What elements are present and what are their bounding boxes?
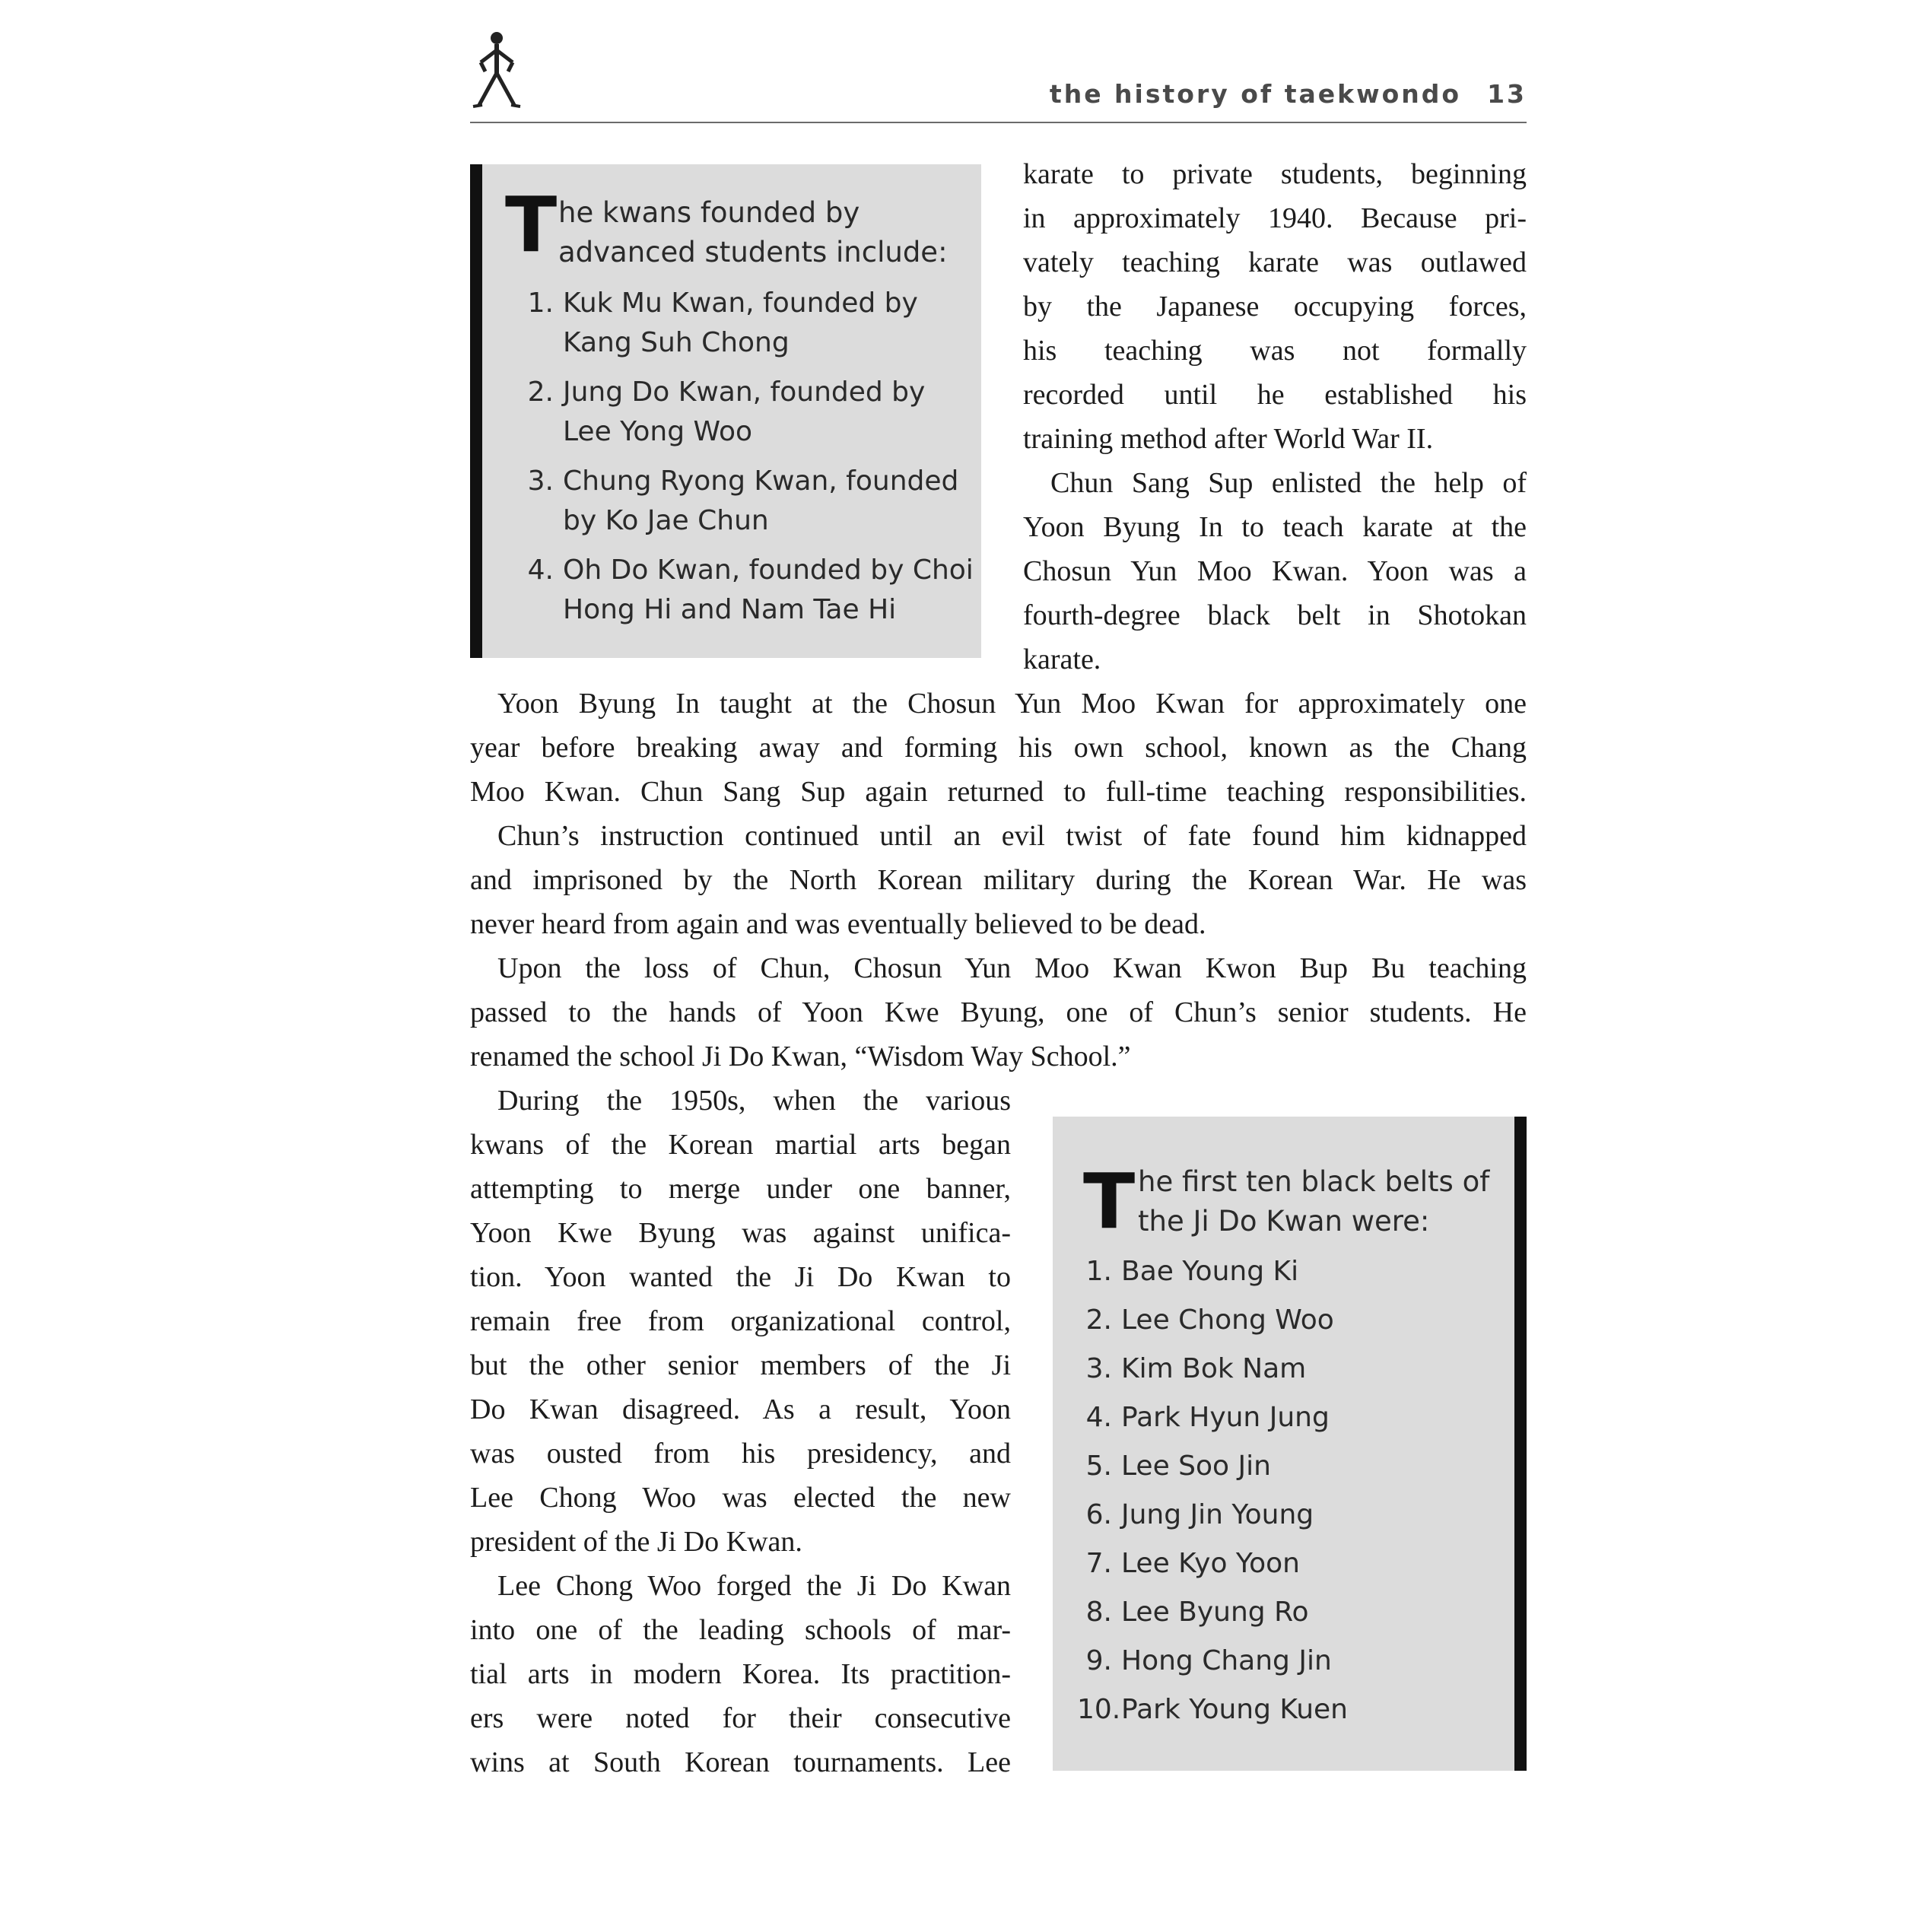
item-text: Lee Kyo Yoon (1121, 1548, 1301, 1579)
item-number: 4. (527, 554, 554, 586)
item-text: Hong Chang Jin (1121, 1645, 1332, 1676)
text-line: his teaching was not formally (1023, 335, 1527, 367)
item-text: Chung Ryong Kwan, founded (563, 466, 959, 497)
item-number: 6. (1085, 1499, 1112, 1530)
text-line: Lee Chong Woo was elected the new (470, 1482, 1011, 1514)
item-number: 2. (1085, 1304, 1112, 1336)
list-item (1077, 1544, 1348, 1584)
sidebar-black-belts (1053, 1117, 1527, 1771)
item-text: Lee Byung Ro (1121, 1597, 1309, 1628)
text-line: tion. Yoon wanted the Ji Do Kwan to (470, 1261, 1011, 1293)
sidebar-intro (1138, 1162, 1489, 1241)
item-text: Kang Suh Chong (563, 327, 790, 358)
martial-artist-icon (470, 29, 523, 113)
sidebar-intro-line: advanced students include: (558, 236, 948, 269)
sidebar-intro-line: the Ji Do Kwan were: (1138, 1205, 1430, 1238)
paragraph (470, 946, 1527, 1079)
text-line: training method after World War II. (1023, 423, 1434, 455)
item-number: 7. (1085, 1548, 1112, 1579)
text-line: Chun’s instruction continued until an evil twist of fate found him kidnapped (497, 820, 1527, 852)
text-line: kwans of the Korean martial arts began (470, 1129, 1011, 1161)
text-line: Moo Kwan. Chun Sang Sup again returned to full-time teaching responsibilities. (470, 776, 1527, 808)
sidebar-intro (558, 193, 948, 272)
text-line: president of the Ji Do Kwan. (470, 1526, 802, 1558)
item-text: Jung Jin Young (1121, 1499, 1314, 1530)
sidebar-kwans-founded (470, 164, 981, 658)
item-number: 1. (1085, 1256, 1112, 1287)
text-line: fourth-degree black belt in Shotokan (1023, 599, 1527, 631)
text-line: renamed the school Ji Do Kwan, “Wisdom Way School.” (470, 1041, 1131, 1072)
list-item (519, 373, 974, 452)
paragraph (1023, 461, 1527, 682)
text-line: never heard from again and was eventually believed to be dead. (470, 908, 1206, 940)
text-line: vately teaching karate was outlawed (1023, 246, 1527, 278)
list-item (1077, 1447, 1348, 1486)
item-text: Park Hyun Jung (1121, 1402, 1330, 1433)
sidebar-intro-line: he kwans founded by (558, 196, 860, 229)
list-item (519, 551, 974, 630)
paragraph (470, 682, 1527, 814)
page-number: 13 (1487, 79, 1527, 109)
text-line: wins at South Korean tournaments. Lee (470, 1746, 1011, 1778)
text-line: but the other senior members of the Ji (470, 1349, 1011, 1381)
list-item (1077, 1690, 1348, 1730)
text-line: into one of the leading schools of mar- (470, 1614, 1011, 1646)
list-item (519, 284, 974, 363)
text-line: Yoon Byung In to teach karate at the (1023, 511, 1527, 543)
paragraph (470, 1079, 1011, 1564)
dropcap: T (1083, 1157, 1136, 1246)
item-text: Kim Bok Nam (1121, 1353, 1307, 1384)
text-line: in approximately 1940. Because pri- (1023, 202, 1527, 234)
list-item (1077, 1641, 1348, 1681)
item-number: 9. (1085, 1645, 1112, 1676)
item-text: Kuk Mu Kwan, founded by (563, 288, 918, 319)
text-line: passed to the hands of Yoon Kwe Byung, one of Chun’s senior students. He (470, 996, 1527, 1028)
text-line: Yoon Kwe Byung was against unifica- (470, 1217, 1011, 1249)
item-text: Oh Do Kwan, founded by Choi (563, 554, 974, 586)
item-text: Jung Do Kwan, founded by (563, 377, 926, 408)
list-item (1077, 1495, 1348, 1535)
item-number: 8. (1085, 1597, 1112, 1628)
item-text: Park Young Kuen (1121, 1694, 1349, 1725)
text-line: karate. (1023, 643, 1101, 675)
list-item (1077, 1349, 1348, 1389)
text-line: Chun Sang Sup enlisted the help of (1050, 467, 1527, 499)
text-line: During the 1950s, when the various (497, 1085, 1011, 1117)
text-line: karate to private students, beginning (1023, 158, 1527, 190)
text-line: remain free from organizational control, (470, 1305, 1011, 1337)
kwans-list (519, 284, 974, 640)
list-item (1077, 1301, 1348, 1340)
text-line: Lee Chong Woo forged the Ji Do Kwan (497, 1570, 1011, 1602)
page-header (470, 29, 1527, 123)
item-text: by Ko Jae Chun (563, 505, 769, 536)
dropcap: T (505, 180, 558, 269)
text-line: Do Kwan disagreed. As a result, Yoon (470, 1393, 1011, 1425)
list-item (1077, 1593, 1348, 1632)
item-number: 4. (1085, 1402, 1112, 1433)
text-line: ers were noted for their consecutive (470, 1702, 1011, 1734)
item-number: 2. (527, 377, 554, 408)
text-line: Yoon Byung In taught at the Chosun Yun Moo Kwan for approximately one (497, 688, 1527, 720)
text-line: Chosun Yun Moo Kwan. Yoon was a (1023, 555, 1527, 587)
item-number: 5. (1085, 1451, 1112, 1482)
item-text: Lee Chong Woo (1121, 1304, 1334, 1336)
running-head-title: the history of taekwondo (1049, 79, 1462, 109)
item-number: 1. (527, 288, 554, 319)
item-text: Hong Hi and Nam Tae Hi (563, 594, 897, 625)
text-line: by the Japanese occupying forces, (1023, 291, 1527, 323)
paragraph (470, 814, 1527, 946)
item-text: Bae Young Ki (1121, 1256, 1299, 1287)
text-line: and imprisoned by the North Korean military during the Korean War. He was (470, 864, 1527, 896)
text-line: recorded until he established his (1023, 379, 1527, 411)
sidebar-intro-line: he first ten black belts of (1138, 1165, 1490, 1198)
black-belts-list (1077, 1252, 1348, 1739)
paragraph (470, 1564, 1011, 1784)
running-head (1050, 79, 1527, 109)
text-line: year before breaking away and forming his own school, known as the Chang (470, 732, 1527, 764)
list-item (519, 462, 974, 541)
text-line: attempting to merge under one banner, (470, 1173, 1011, 1205)
text-line: tial arts in modern Korea. Its practition- (470, 1658, 1011, 1690)
list-item (1077, 1398, 1348, 1438)
list-item (1077, 1252, 1348, 1292)
paragraph (1023, 152, 1527, 461)
item-number: 3. (1085, 1353, 1112, 1384)
text-line: Upon the loss of Chun, Chosun Yun Moo Kwan Kwon Bup Bu teaching (497, 952, 1527, 984)
item-text: Lee Soo Jin (1121, 1451, 1271, 1482)
text-line: was ousted from his presidency, and (470, 1438, 1011, 1470)
item-number: 3. (527, 466, 554, 497)
item-number: 10. (1077, 1694, 1121, 1725)
item-text: Lee Yong Woo (563, 416, 753, 447)
